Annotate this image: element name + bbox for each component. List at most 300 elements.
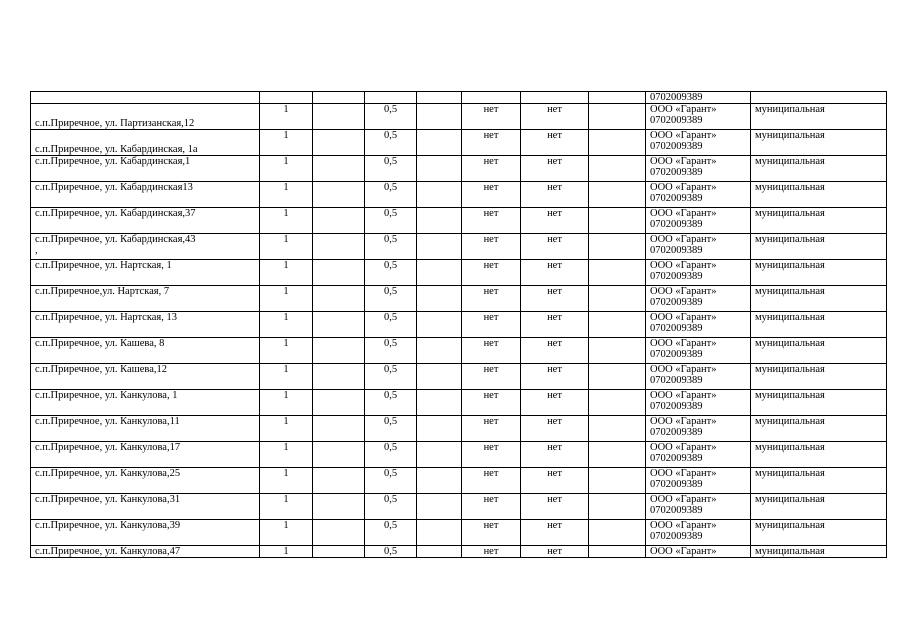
cell-count <box>260 208 313 234</box>
cell-empty <box>313 286 365 312</box>
length-value: 0,5 <box>383 104 398 115</box>
cell-col2 <box>521 92 589 104</box>
address-text: с.п.Приречное, ул. Кашева, 8 <box>35 338 165 349</box>
cell-empty <box>417 286 462 312</box>
org-name: ООО «Гарант» <box>650 520 717 531</box>
length-value: 0,5 <box>383 130 398 141</box>
cell-col1 <box>462 338 521 364</box>
cell-ownership <box>751 390 887 416</box>
cell-address <box>31 520 260 546</box>
cell-empty <box>313 364 365 390</box>
cell-empty <box>313 468 365 494</box>
cell-empty <box>417 416 462 442</box>
address-mark: , <box>35 245 38 256</box>
cell-address <box>31 234 260 260</box>
cell-empty <box>417 182 462 208</box>
cell-ownership <box>751 260 887 286</box>
cell-count <box>260 390 313 416</box>
table-row <box>31 520 887 546</box>
cell-empty <box>313 260 365 286</box>
cell-length <box>365 208 417 234</box>
cell-empty <box>313 416 365 442</box>
cell-org <box>646 390 751 416</box>
table-row-continued <box>31 92 887 104</box>
table-row <box>31 130 887 156</box>
cell-col1 <box>462 520 521 546</box>
cell-col2 <box>521 546 589 558</box>
cell-empty <box>417 208 462 234</box>
cell-col1 <box>462 546 521 558</box>
cell-address <box>31 260 260 286</box>
length-value: 0,5 <box>383 468 398 479</box>
cell-empty <box>313 156 365 182</box>
cell-address <box>31 468 260 494</box>
col2-value: нет <box>547 156 562 167</box>
col1-value: нет <box>483 208 499 219</box>
cell-col2 <box>521 182 589 208</box>
cell-address <box>31 442 260 468</box>
org-name: ООО «Гарант» <box>650 468 717 479</box>
cell-empty <box>313 182 365 208</box>
cell-empty <box>589 104 646 130</box>
length-value: 0,5 <box>383 312 398 323</box>
cell-ownership <box>751 494 887 520</box>
address-text: с.п.Приречное, ул. Канкулова,11 <box>35 416 180 427</box>
col1-value: нет <box>483 364 499 375</box>
cell-org <box>646 156 751 182</box>
cell-ownership <box>751 364 887 390</box>
cell-empty <box>589 468 646 494</box>
count-value: 1 <box>283 260 289 271</box>
org-name: ООО «Гарант» <box>650 494 717 505</box>
cell-col2 <box>521 260 589 286</box>
col1-value: нет <box>483 156 499 167</box>
cell-count <box>260 130 313 156</box>
table-row <box>31 468 887 494</box>
cell-org <box>646 546 751 558</box>
count-value: 1 <box>283 390 289 401</box>
col1-value: нет <box>483 234 499 245</box>
cell-col2 <box>521 338 589 364</box>
count-value: 1 <box>283 208 289 219</box>
cell-org <box>646 364 751 390</box>
cell-ownership <box>751 208 887 234</box>
col1-value: нет <box>483 182 499 193</box>
cell-empty <box>313 390 365 416</box>
cell-length <box>365 338 417 364</box>
cell-col2 <box>521 520 589 546</box>
ownership-value: муниципальная <box>755 130 825 141</box>
cell-ownership <box>751 104 887 130</box>
col2-value: нет <box>547 286 562 297</box>
cell-empty <box>313 494 365 520</box>
count-value: 1 <box>283 104 289 115</box>
cell-address <box>31 390 260 416</box>
length-value: 0,5 <box>383 260 398 271</box>
ownership-value: муниципальная <box>755 260 825 271</box>
col2-value: нет <box>547 312 562 323</box>
col1-value: нет <box>483 442 499 453</box>
cell-col1 <box>462 260 521 286</box>
address-text: с.п.Приречное, ул. Канкулова,31 <box>35 494 181 505</box>
col2-value: нет <box>547 208 562 219</box>
count-value: 1 <box>283 234 289 245</box>
cell-col1 <box>462 182 521 208</box>
org-name: ООО «Гарант» <box>650 364 717 375</box>
cell-empty <box>313 546 365 558</box>
count-value: 1 <box>283 442 289 453</box>
cell-count <box>260 364 313 390</box>
cell-col1 <box>462 92 521 104</box>
col2-value: нет <box>547 416 562 427</box>
cell-ownership <box>751 92 887 104</box>
cell-length <box>365 390 417 416</box>
table-row <box>31 208 887 234</box>
org-name: ООО «Гарант» <box>650 286 717 297</box>
cell-empty <box>313 130 365 156</box>
cell-empty <box>589 312 646 338</box>
count-value: 1 <box>283 364 289 375</box>
ownership-value: муниципальная <box>755 234 825 245</box>
cell-empty <box>417 338 462 364</box>
cell-empty <box>589 156 646 182</box>
org-name: ООО «Гарант» <box>650 442 717 453</box>
cell-empty <box>417 156 462 182</box>
cell-count <box>260 182 313 208</box>
col2-value: нет <box>547 520 562 531</box>
cell-empty <box>589 338 646 364</box>
cell-col1 <box>462 390 521 416</box>
org-inn: 0702009389 <box>650 453 703 464</box>
org-inn: 0702009389 <box>650 115 703 126</box>
cell-length <box>365 520 417 546</box>
cell-address <box>31 92 260 104</box>
cell-length <box>365 156 417 182</box>
table-row <box>31 338 887 364</box>
cell-empty <box>589 130 646 156</box>
cell-empty <box>313 312 365 338</box>
col1-value: нет <box>483 260 499 271</box>
cell-org <box>646 494 751 520</box>
cell-address <box>31 182 260 208</box>
col1-value: нет <box>483 312 499 323</box>
cell-col2 <box>521 494 589 520</box>
cell-length <box>365 468 417 494</box>
cell-address <box>31 156 260 182</box>
cell-col2 <box>521 390 589 416</box>
cell-length <box>365 104 417 130</box>
address-text: с.п.Приречное, ул. Кабардинская,37 <box>35 208 196 219</box>
table-row <box>31 364 887 390</box>
cell-count <box>260 546 313 558</box>
count-value: 1 <box>283 182 289 193</box>
address-text: с.п.Приречное, ул. Канкулова,39 <box>35 520 181 531</box>
cell-empty <box>417 130 462 156</box>
count-value: 1 <box>283 468 289 479</box>
cell-empty <box>589 520 646 546</box>
cell-empty <box>417 546 462 558</box>
cell-col1 <box>462 494 521 520</box>
cell-count <box>260 156 313 182</box>
address-text: с.п.Приречное, ул. Канкулова,25 <box>35 468 181 479</box>
address-text: с.п.Приречное, ул. Нартская, 13 <box>35 312 178 323</box>
table-row <box>31 442 887 468</box>
cell-address <box>31 104 260 130</box>
cell-empty <box>417 390 462 416</box>
cell-length <box>365 364 417 390</box>
cell-length <box>365 234 417 260</box>
address-text: с.п.Приречное, ул. Кабардинская13 <box>35 182 193 193</box>
org-inn: 0702009389 <box>650 479 703 490</box>
cell-empty <box>417 468 462 494</box>
cell-count <box>260 286 313 312</box>
cell-empty <box>589 442 646 468</box>
cell-ownership <box>751 286 887 312</box>
facilities-table <box>30 91 887 558</box>
col2-value: нет <box>547 468 562 479</box>
cell-empty <box>313 92 365 104</box>
cell-count <box>260 494 313 520</box>
cell-length <box>365 286 417 312</box>
cell-address <box>31 130 260 156</box>
cell-col2 <box>521 156 589 182</box>
address-text: с.п.Приречное, ул. Кабардинская,1 <box>35 156 191 167</box>
cell-org-inn: 0702009389 <box>646 92 751 104</box>
cell-col2 <box>521 442 589 468</box>
table-row <box>31 494 887 520</box>
col2-value: нет <box>547 442 562 453</box>
cell-col2 <box>521 312 589 338</box>
col1-value: нет <box>483 546 499 557</box>
cell-empty <box>313 442 365 468</box>
cell-empty <box>417 364 462 390</box>
cell-org <box>646 286 751 312</box>
count-value: 1 <box>283 286 289 297</box>
org-name: ООО «Гарант» <box>650 546 717 557</box>
count-value: 1 <box>283 312 289 323</box>
cell-col1 <box>462 286 521 312</box>
cell-empty <box>589 208 646 234</box>
ownership-value: муниципальная <box>755 286 825 297</box>
cell-empty <box>313 208 365 234</box>
cell-col2 <box>521 234 589 260</box>
table-row <box>31 390 887 416</box>
length-value: 0,5 <box>383 286 398 297</box>
col1-value: нет <box>483 468 499 479</box>
col1-value: нет <box>483 338 499 349</box>
org-inn: 0702009389 <box>650 219 703 230</box>
org-inn: 0702009389 <box>650 531 703 542</box>
cell-empty <box>589 364 646 390</box>
org-inn: 0702009389 <box>650 427 703 438</box>
col2-value: нет <box>547 130 562 141</box>
cell-length <box>365 442 417 468</box>
count-value: 1 <box>283 156 289 167</box>
org-inn: 0702009389 <box>650 505 703 516</box>
table-row <box>31 182 887 208</box>
cell-org <box>646 312 751 338</box>
cell-length <box>365 312 417 338</box>
length-value: 0,5 <box>383 442 398 453</box>
count-value: 1 <box>283 416 289 427</box>
length-value: 0,5 <box>383 338 398 349</box>
cell-ownership <box>751 442 887 468</box>
count-value: 1 <box>283 494 289 505</box>
org-inn: 0702009389 <box>650 245 703 256</box>
ownership-value: муниципальная <box>755 364 825 375</box>
cell-empty <box>589 390 646 416</box>
cell-ownership <box>751 130 887 156</box>
count-value: 1 <box>283 520 289 531</box>
cell-empty <box>417 520 462 546</box>
cell-col1 <box>462 442 521 468</box>
col1-value: нет <box>483 286 499 297</box>
address-text: с.п.Приречное, ул. Кашева,12 <box>35 364 167 375</box>
org-name: ООО «Гарант» <box>650 260 717 271</box>
cell-address <box>31 312 260 338</box>
org-name: ООО «Гарант» <box>650 208 717 219</box>
table-body <box>31 92 887 558</box>
org-inn: 0702009389 <box>650 141 703 152</box>
cell-org <box>646 416 751 442</box>
count-value: 1 <box>283 546 289 557</box>
cell-empty <box>589 260 646 286</box>
col1-value: нет <box>483 520 499 531</box>
cell-col1 <box>462 364 521 390</box>
org-inn: 0702009389 <box>650 193 703 204</box>
table-row <box>31 416 887 442</box>
cell-length <box>365 130 417 156</box>
cell-col2 <box>521 364 589 390</box>
ownership-value: муниципальная <box>755 104 825 115</box>
cell-org <box>646 234 751 260</box>
address-text: с.п.Приречное, ул. Канкулова,17 <box>35 442 181 453</box>
ownership-value: муниципальная <box>755 156 825 167</box>
cell-empty <box>417 494 462 520</box>
cell-col2 <box>521 468 589 494</box>
cell-address <box>31 208 260 234</box>
cell-org <box>646 182 751 208</box>
address-text: с.п.Приречное,ул. Нартская, 7 <box>35 286 170 297</box>
cell-org <box>646 260 751 286</box>
table-row <box>31 234 887 260</box>
address-text: с.п.Приречное, ул. Кабардинская, 1а <box>35 144 198 155</box>
org-name: ООО «Гарант» <box>650 156 717 167</box>
cell-length <box>365 182 417 208</box>
cell-org <box>646 130 751 156</box>
cell-empty <box>417 260 462 286</box>
count-value: 1 <box>283 130 289 141</box>
cell-address <box>31 338 260 364</box>
org-inn: 0702009389 <box>650 401 703 412</box>
ownership-value: муниципальная <box>755 494 825 505</box>
cell-length <box>365 494 417 520</box>
ownership-value: муниципальная <box>755 546 825 557</box>
length-value: 0,5 <box>383 546 398 557</box>
cell-count <box>260 442 313 468</box>
col2-value: нет <box>547 338 562 349</box>
cell-ownership <box>751 182 887 208</box>
length-value: 0,5 <box>383 390 398 401</box>
cell-org <box>646 338 751 364</box>
col1-value: нет <box>483 130 499 141</box>
ownership-value: муниципальная <box>755 520 825 531</box>
col2-value: нет <box>547 364 562 375</box>
cell-empty <box>313 104 365 130</box>
org-name: ООО «Гарант» <box>650 312 717 323</box>
cell-empty <box>313 338 365 364</box>
cell-ownership <box>751 546 887 558</box>
cell-count <box>260 416 313 442</box>
length-value: 0,5 <box>383 364 398 375</box>
table-row <box>31 286 887 312</box>
org-name: ООО «Гарант» <box>650 234 717 245</box>
col1-value: нет <box>483 494 499 505</box>
cell-org <box>646 468 751 494</box>
cell-ownership <box>751 468 887 494</box>
cell-org <box>646 520 751 546</box>
length-value: 0,5 <box>383 234 398 245</box>
length-value: 0,5 <box>383 520 398 531</box>
col2-value: нет <box>547 390 562 401</box>
cell-empty <box>589 92 646 104</box>
address-text: с.п.Приречное, ул. Канкулова, 1 <box>35 390 178 401</box>
cell-ownership <box>751 312 887 338</box>
cell-address <box>31 546 260 558</box>
org-inn: 0702009389 <box>650 349 703 360</box>
cell-empty <box>589 494 646 520</box>
cell-col2 <box>521 208 589 234</box>
cell-count <box>260 312 313 338</box>
ownership-value: муниципальная <box>755 468 825 479</box>
cell-col2 <box>521 130 589 156</box>
org-name: ООО «Гарант» <box>650 390 717 401</box>
cell-length <box>365 260 417 286</box>
cell-col2 <box>521 104 589 130</box>
ownership-value: муниципальная <box>755 338 825 349</box>
cell-empty <box>313 234 365 260</box>
ownership-value: муниципальная <box>755 208 825 219</box>
col2-value: нет <box>547 234 562 245</box>
address-text: с.п.Приречное, ул. Нартская, 1 <box>35 260 172 271</box>
cell-count <box>260 468 313 494</box>
address-text: с.п.Приречное, ул. Партизанская,12 <box>35 118 195 129</box>
cell-empty <box>589 182 646 208</box>
cell-col2 <box>521 416 589 442</box>
cell-col2 <box>521 286 589 312</box>
cell-ownership <box>751 156 887 182</box>
cell-count <box>260 338 313 364</box>
address-text: с.п.Приречное, ул. Канкулова,47 <box>35 546 181 557</box>
length-value: 0,5 <box>383 182 398 193</box>
cell-empty <box>417 312 462 338</box>
cell-empty <box>417 104 462 130</box>
org-inn: 0702009389 <box>650 167 703 178</box>
ownership-value: муниципальная <box>755 390 825 401</box>
cell-org <box>646 442 751 468</box>
cell-count <box>260 104 313 130</box>
org-inn: 0702009389 <box>650 297 703 308</box>
cell-ownership <box>751 338 887 364</box>
length-value: 0,5 <box>383 416 398 427</box>
cell-org <box>646 104 751 130</box>
ownership-value: муниципальная <box>755 442 825 453</box>
cell-empty <box>417 234 462 260</box>
col1-value: нет <box>483 416 499 427</box>
col1-value: нет <box>483 390 499 401</box>
org-name: ООО «Гарант» <box>650 338 717 349</box>
org-inn: 0702009389 <box>650 323 703 334</box>
